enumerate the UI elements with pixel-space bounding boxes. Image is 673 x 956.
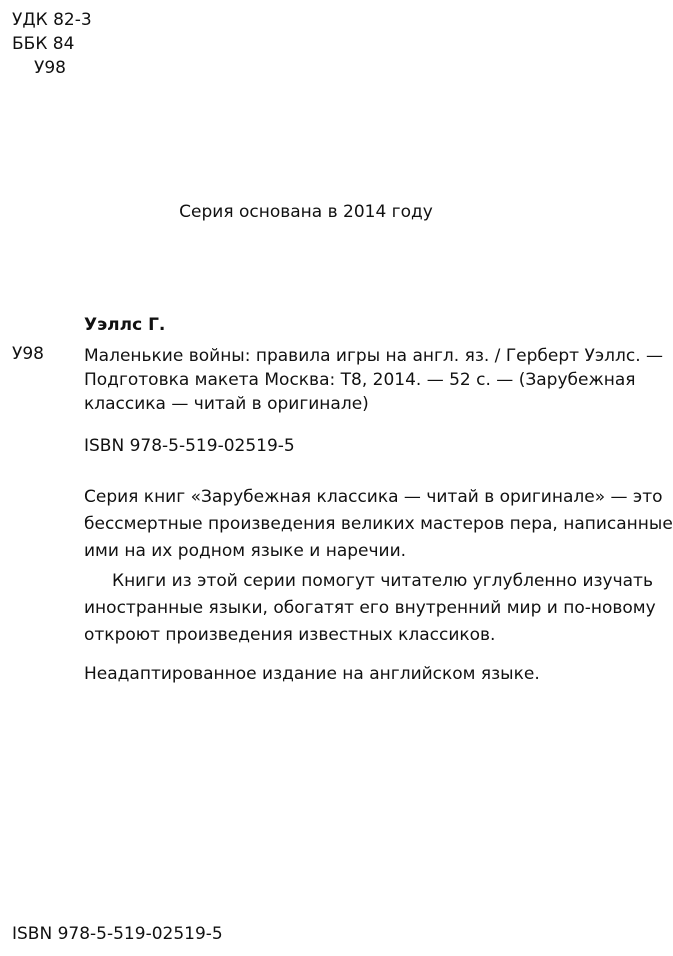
- description-line: бессмертные произведения великих мастеров пера, написанные: [84, 514, 673, 534]
- description-line: Книги из этой серии помогут читателю углубленно изучать: [112, 571, 653, 591]
- catalog-isbn: ISBN 978-5-519-02519-5: [84, 436, 295, 456]
- description-line: ими на их родном языке и наречии.: [84, 541, 407, 561]
- description-line: Серия книг «Зарубежная классика — читай в оригинале» — это: [84, 487, 663, 507]
- biblio-line: классика — читай в оригинале): [84, 394, 369, 414]
- description-line: иностранные языки, обогатят его внутренний мир и по-новому: [84, 598, 656, 618]
- biblio-line: Маленькие войны: правила игры на англ. яз. / Герберт Уэллс. —: [84, 346, 664, 366]
- bbk-code: ББК 84: [12, 34, 75, 54]
- edition-note: Неадаптированное издание на английском языке.: [84, 664, 540, 684]
- udk-code: УДК 82-3: [12, 10, 92, 30]
- footer-isbn: ISBN 978-5-519-02519-5: [12, 924, 223, 944]
- description-line: откроют произведения известных классиков.: [84, 625, 496, 645]
- author-mark: У98: [34, 58, 66, 78]
- series-description-paragraph-2: [84, 568, 656, 649]
- series-founded-line: Серия основана в 2014 году: [179, 202, 433, 222]
- catalog-shelf-code: У98: [12, 344, 44, 364]
- biblio-line: Подготовка макета Москва: Т8, 2014. — 52 с. — (Зарубежная: [84, 370, 636, 390]
- bibliographic-description: [84, 344, 664, 416]
- catalog-author: Уэллс Г.: [84, 315, 166, 335]
- series-description-paragraph-1: [84, 484, 673, 565]
